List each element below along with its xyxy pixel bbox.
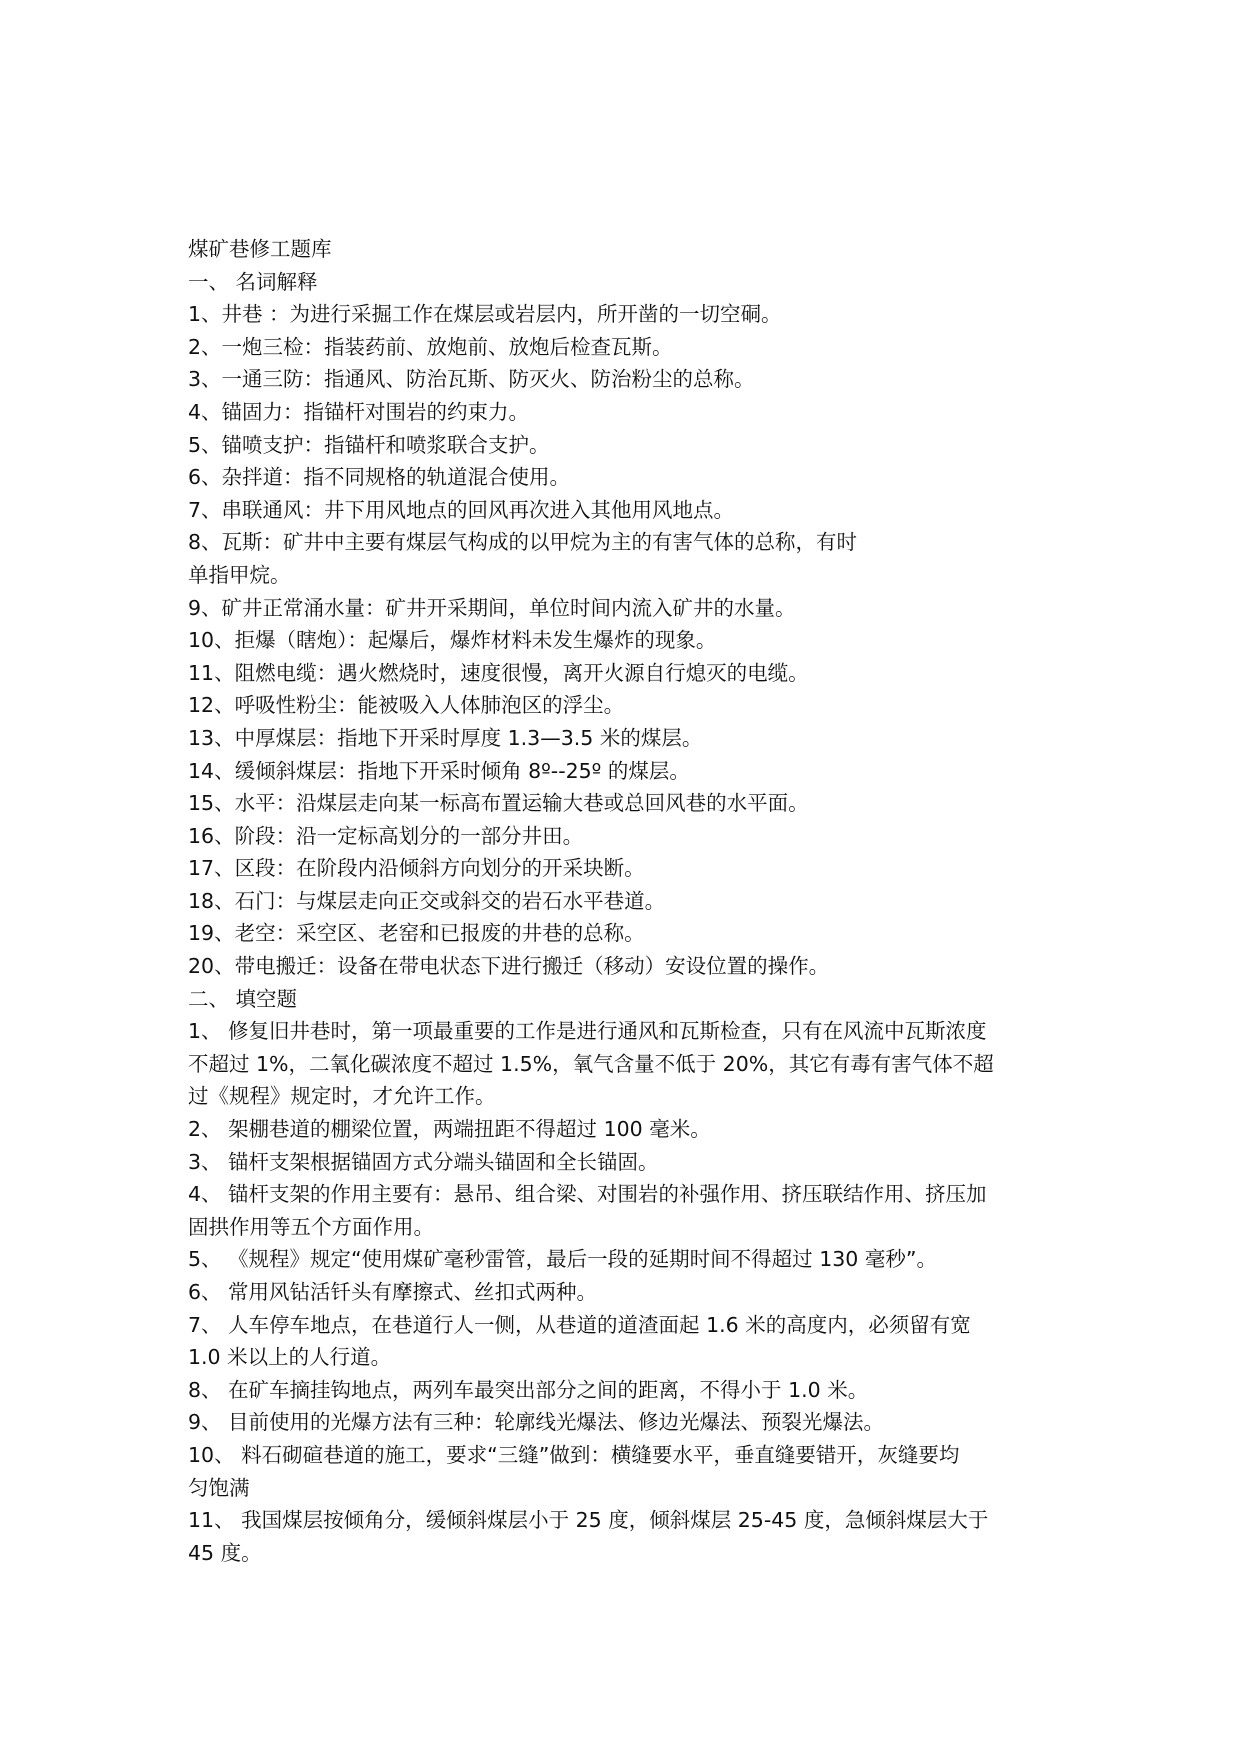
definition-item: 19、老空：采空区、老窑和已报废的井巷的总称。 [188, 921, 645, 946]
definition-item: 10、拒爆（瞎炮）：起爆后，爆炸材料未发生爆炸的现象。 [188, 628, 717, 653]
fill-in-item-line: 11、 我国煤层按倾角分，缓倾斜煤层小于 25 度，倾斜煤层 25-45 度，急倾斜煤层大于 [188, 1508, 989, 1533]
fill-in-item-line: 45 度。 [188, 1540, 262, 1565]
fill-in-item [188, 1276, 1068, 1309]
definition-item: 9、矿井正常涌水量：矿井开采期间，单位时间内流入矿井的水量。 [188, 595, 796, 620]
fill-in-item-line: 5、 《规程》规定“使用煤矿毫秒雷管，最后一段的延期时间不得超过 130 毫秒”。 [188, 1247, 937, 1272]
fill-in-item-line: 3、 锚杆支架根据锚固方式分端头锚固和全长锚固。 [188, 1149, 659, 1174]
definition-item: 5、锚喷支护：指锚杆和喷浆联合支护。 [188, 432, 550, 457]
definition-item: 3、一通三防：指通风、防治瓦斯、防灭火、防治粉尘的总称。 [188, 367, 755, 392]
definition-item: 12、呼吸性粉尘：能被吸入人体肺泡区的浮尘。 [188, 693, 625, 718]
definition-item: 17、区段：在阶段内沿倾斜方向划分的开采块断。 [188, 856, 645, 881]
fill-in-item-line: 2、 架棚巷道的棚梁位置，两端扭距不得超过 100 毫米。 [188, 1117, 711, 1142]
fill-in-item [188, 1439, 1068, 1504]
fill-in-item-line: 8、 在矿车摘挂钩地点，两列车最突出部分之间的距离，不得小于 1.0 米。 [188, 1377, 869, 1402]
fill-in-item-line: 匀饱满 [188, 1475, 250, 1500]
fill-in-item [188, 1015, 1068, 1113]
document-title: 煤矿巷修工题库 [188, 237, 332, 261]
fill-in-item-line: 1.0 米以上的人行道。 [188, 1345, 392, 1370]
section-heading-definitions: 一、 名词解释 [188, 269, 318, 294]
fill-in-list [188, 1015, 1068, 1569]
fill-in-item [188, 1113, 1068, 1146]
definition-item: 18、石门：与煤层走向正交或斜交的岩石水平巷道。 [188, 888, 666, 913]
definitions-list [188, 298, 1068, 982]
fill-in-item-line: 6、 常用风钻活钎头有摩擦式、丝扣式两种。 [188, 1280, 598, 1304]
section-heading-fill-in: 二、 填空题 [188, 986, 298, 1011]
definition-item: 1、井巷 ：为进行采掘工作在煤层或岩层内，所开凿的一切空硐。 [188, 302, 782, 327]
fill-in-item-line: 1、 修复旧井巷时，第一项最重要的工作是进行通风和瓦斯检查，只有在风流中瓦斯浓度 [188, 1019, 987, 1044]
document-body [188, 233, 1068, 1569]
fill-in-item-line: 7、 人车停车地点，在巷道行人一侧，从巷道的道渣面起 1.6 米的高度内，必须留有宽 [188, 1312, 971, 1337]
definition-item: 单指甲烷。 [188, 562, 291, 587]
definition-item: 20、带电搬迁：设备在带电状态下进行搬迁（移动）安设位置的操作。 [188, 954, 830, 979]
fill-in-item [188, 1309, 1068, 1374]
fill-in-item-line: 10、 料石砌碹巷道的施工，要求“三缝”做到：横缝要水平，垂直缝要错开，灰缝要均 [188, 1442, 960, 1467]
definition-item: 16、阶段：沿一定标高划分的一部分井田。 [188, 823, 584, 848]
definition-item: 8、瓦斯：矿井中主要有煤层气构成的以甲烷为主的有害气体的总称，有时 [188, 530, 858, 555]
definition-item: 6、杂拌道：指不同规格的轨道混合使用。 [188, 465, 571, 490]
fill-in-item [188, 1504, 1068, 1569]
fill-in-item-line: 4、 锚杆支架的作用主要有：悬吊、组合梁、对围岩的补强作用、挤压联结作用、挤压加 [188, 1182, 987, 1207]
fill-in-item-line: 过《规程》规定时，才允许工作。 [188, 1084, 496, 1109]
fill-in-item [188, 1146, 1068, 1179]
fill-in-item [188, 1406, 1068, 1439]
fill-in-item-line: 不超过 1%，二氧化碳浓度不超过 1.5%，氧气含量不低于 20%，其它有毒有害气体不超 [188, 1051, 994, 1076]
definition-item: 14、缓倾斜煤层：指地下开采时倾角 8º--25º 的煤层。 [188, 758, 690, 783]
definition-item: 2、一炮三检：指装药前、放炮前、放炮后检查瓦斯。 [188, 334, 673, 359]
fill-in-item [188, 1243, 1068, 1276]
definition-item: 4、锚固力：指锚杆对围岩的约束力。 [188, 399, 530, 424]
definition-item: 11、阻燃电缆：遇火燃烧时，速度很慢，离开火源自行熄灭的电缆。 [188, 660, 809, 685]
definition-item: 13、中厚煤层：指地下开采时厚度 1.3—3.5 米的煤层。 [188, 725, 703, 750]
definition-item: 15、水平：沿煤层走向某一标高布置运输大巷或总回风巷的水平面。 [188, 791, 809, 816]
fill-in-item-line: 9、 目前使用的光爆方法有三种：轮廓线光爆法、修边光爆法、预裂光爆法。 [188, 1410, 885, 1435]
fill-in-item-line: 固拱作用等五个方面作用。 [188, 1214, 434, 1239]
fill-in-item [188, 1374, 1068, 1407]
definition-item: 7、串联通风：井下用风地点的回风再次进入其他用风地点。 [188, 497, 735, 522]
fill-in-item [188, 1178, 1068, 1243]
